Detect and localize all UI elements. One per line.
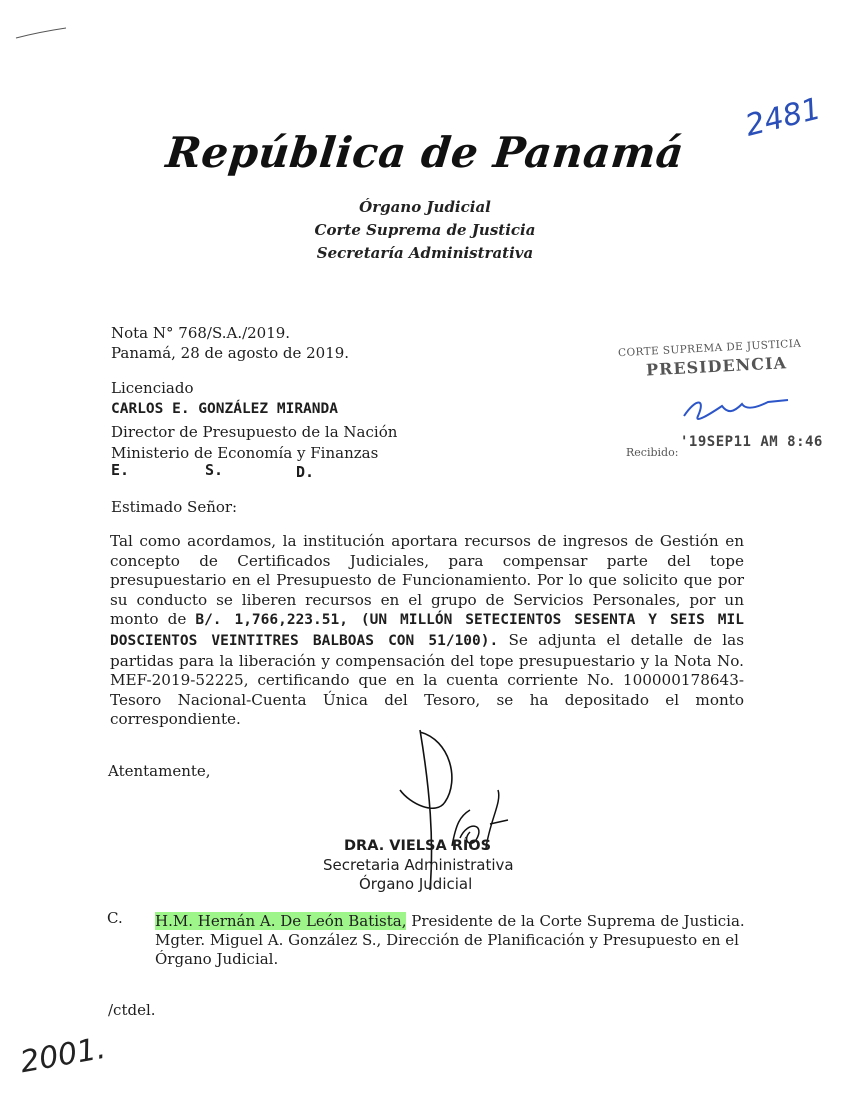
- letterhead-title: República de Panamá: [163, 128, 687, 177]
- handwritten-bottom: 2001.: [17, 1030, 109, 1081]
- signature-title: Secretaria Administrativa: [323, 856, 514, 874]
- typist-initials: /ctdel.: [108, 1001, 156, 1019]
- note-date: Panamá, 28 de agosto de 2019.: [111, 344, 350, 362]
- greeting: Estimado Señor:: [111, 498, 238, 516]
- scan-mark: [14, 22, 74, 42]
- body-amount: B/. 1,766,223.51, (UN MILLÓN SETECIENTOS SESENTA Y SEIS MIL DOSCIENTOS VEINTITRES BALBOAS CON 51/100).: [110, 612, 744, 649]
- stamp-line-corte: CORTE SUPREMA DE JUSTICIA: [617, 337, 802, 360]
- esd-s: S.: [205, 461, 224, 479]
- cc-highlighted-name: H.M. Hernán A. De León Batista,: [155, 912, 407, 930]
- recipient-title: Licenciado: [111, 379, 194, 397]
- note-number: Nota N° 768/S.A./2019.: [111, 324, 291, 342]
- letterhead-line-corte: Corte Suprema de Justicia: [314, 221, 536, 239]
- stamp-recibido-label: Recibido:: [626, 446, 679, 459]
- handwritten-number: 2481: [741, 91, 825, 144]
- signature-org: Órgano Judicial: [359, 875, 473, 893]
- esd-d: D.: [296, 463, 315, 481]
- closing: Atentamente,: [108, 762, 211, 780]
- cc-line-planning: Mgter. Miguel A. González S., Dirección de Planificación y Presupuesto en el Órgano Judicial.: [155, 931, 739, 968]
- esd-e: E.: [111, 461, 130, 479]
- stamp-line-presidencia: PRESIDENCIA: [645, 353, 788, 380]
- recipient-ministry: Ministerio de Economía y Finanzas: [111, 444, 379, 462]
- recipient-name: CARLOS E. GONZÁLEZ MIRANDA: [111, 401, 338, 417]
- cc-block: [155, 912, 745, 969]
- recipient-position: Director de Presupuesto de la Nación: [111, 423, 398, 441]
- letterhead-line-organo: Órgano Judicial: [359, 198, 491, 216]
- body-text-part2: Se adjunta el detalle de las partidas para la liberación y compensación del tope presupuestario y la Nota No. MEF-2019-52225, certificando que en la cuenta corriente No. 100000178643-Tesoro Nacional-Cuenta Única del Tesoro, se ha depositado el monto correspondiente.: [110, 630, 744, 729]
- cc-line1-rest: Presidente de la Corte Suprema de Justicia.: [406, 912, 745, 930]
- cc-line-president: [155, 912, 745, 931]
- received-stamp: [617, 337, 818, 380]
- stamp-recibido-value: '19SEP11 AM 8:46: [680, 434, 823, 450]
- body-text-part1: Tal como acordamos, la institución aportara recursos de ingresos de Gestión en concepto de Certificados Judiciales, para compensar parte del tope presupuestario en el Presupuesto de Funcionamiento. Por lo que solicito que por su conducto se liberen recursos en el grupo de Servicios Personales, por un monto de: [110, 532, 744, 629]
- signature-name: DRA. VIELSA RÍOS: [344, 838, 492, 854]
- cc-label: C.: [107, 909, 123, 927]
- stamp-signature: [676, 392, 796, 428]
- body-paragraph: [110, 532, 744, 730]
- letterhead-line-secretaria: Secretaría Administrativa: [316, 244, 534, 262]
